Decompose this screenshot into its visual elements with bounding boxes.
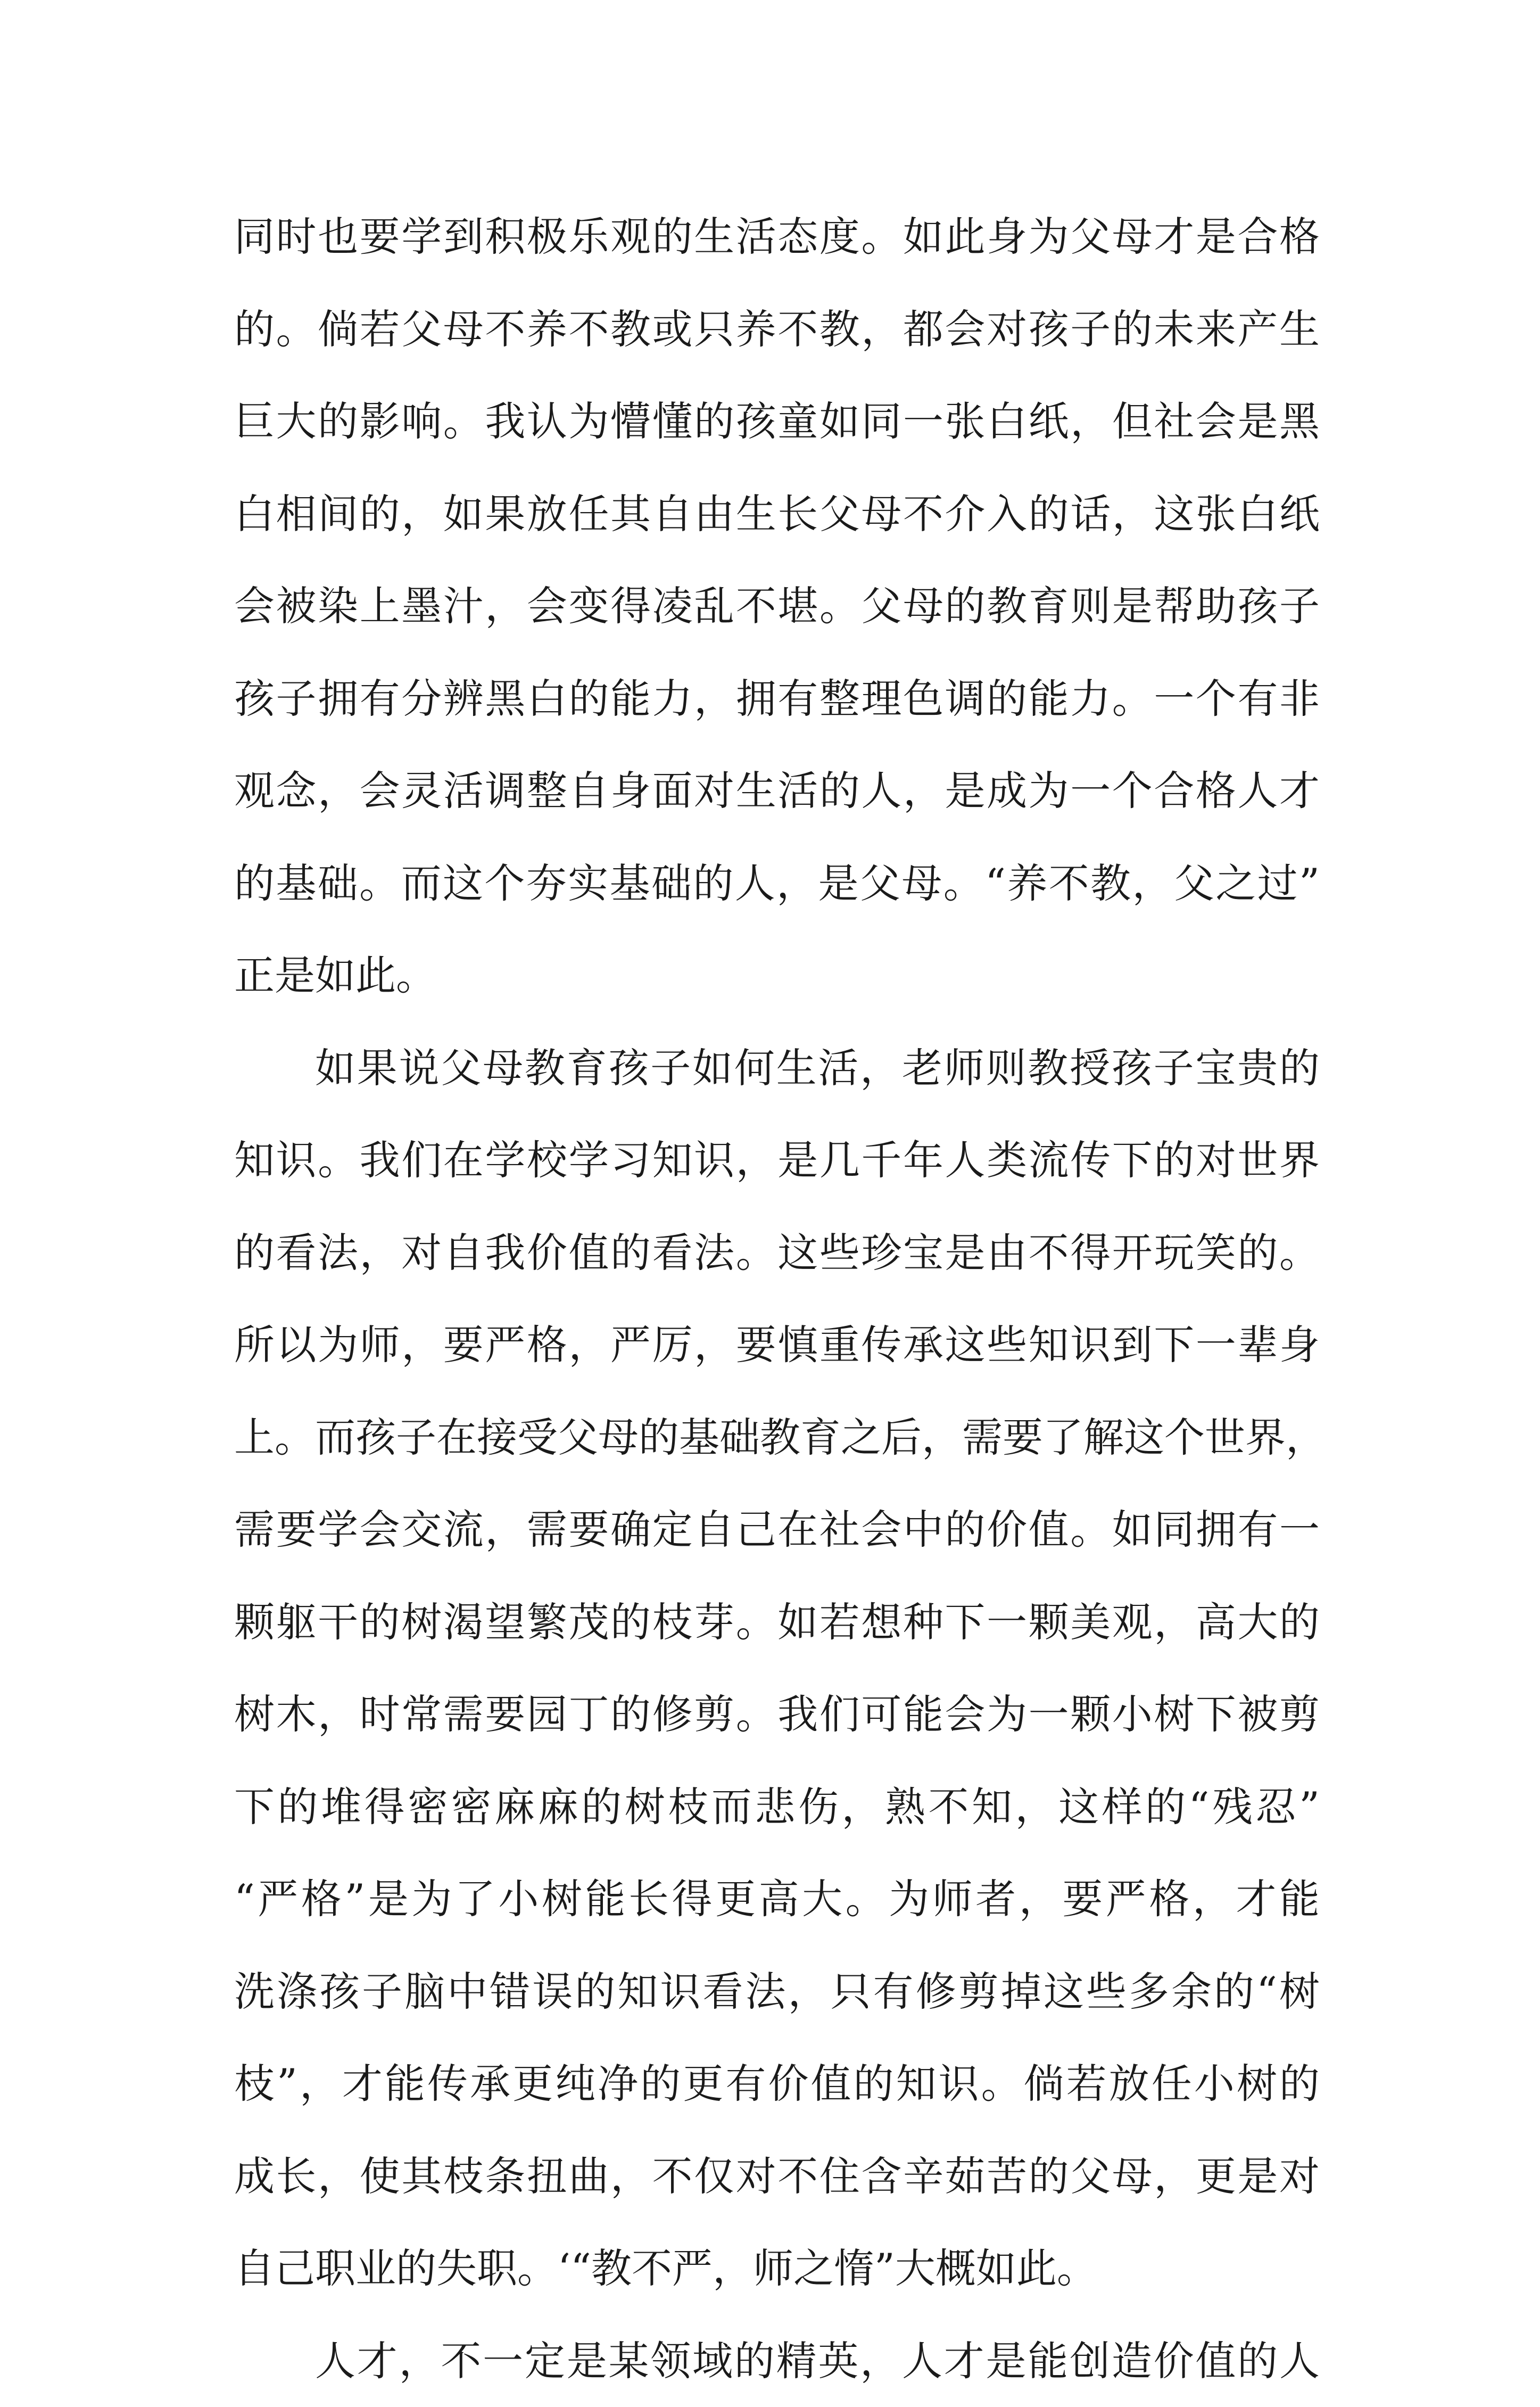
text-line: 人才，不一定是某领域的精英，人才是能创造价值的人: [234, 2315, 1320, 2407]
text-line: 自己职业的失职。‘“教不严，师之惰”大概如此。: [234, 2222, 1320, 2315]
paragraph: [234, 1022, 1320, 2315]
text-line: 的基础。而这个夯实基础的人，是父母。“养不教，父之过”: [234, 837, 1320, 930]
text-line: 下的堆得密密麻麻的树枝而悲伤，熟不知，这样的“残忍”: [234, 1761, 1320, 1853]
text-line: 正是如此。: [234, 929, 1320, 1022]
text-line: 上。而孩子在接受父母的基础教育之后，需要了解这个世界，: [234, 1391, 1320, 1484]
text-line: 白相间的，如果放任其自由生长父母不介入的话，这张白纸: [234, 468, 1320, 560]
text-line: 成长，使其枝条扭曲，不仅对不住含辛茹苦的父母，更是对: [234, 2130, 1320, 2223]
text-line: 巨大的影响。我认为懵懂的孩童如同一张白纸，但社会是黑: [234, 375, 1320, 468]
body-text: [234, 191, 1320, 2407]
text-line: 同时也要学到积极乐观的生活态度。如此身为父母才是合格: [234, 191, 1320, 283]
text-line: 所以为师，要严格，严厉，要慎重传承这些知识到下一辈身: [234, 1299, 1320, 1391]
text-line: 会被染上墨汁，会变得凌乱不堪。父母的教育则是帮助孩子: [234, 560, 1320, 653]
text-line: 洗涤孩子脑中错误的知识看法，只有修剪掉这些多余的“树: [234, 1946, 1320, 2038]
paragraph: [234, 2315, 1320, 2407]
text-line: “严格”是为了小树能长得更高大。为师者，要严格，才能: [234, 1853, 1320, 1946]
text-line: 如果说父母教育孩子如何生活，老师则教授孩子宝贵的: [234, 1022, 1320, 1115]
text-line: 颗躯干的树渴望繁茂的枝芽。如若想种下一颗美观，高大的: [234, 1576, 1320, 1669]
text-line: 的看法，对自我价值的看法。这些珍宝是由不得开玩笑的。: [234, 1207, 1320, 1299]
text-line: 树木，时常需要园丁的修剪。我们可能会为一颗小树下被剪: [234, 1668, 1320, 1761]
text-line: 知识。我们在学校学习知识，是几千年人类流传下的对世界: [234, 1114, 1320, 1207]
text-line: 需要学会交流，需要确定自己在社会中的价值。如同拥有一: [234, 1483, 1320, 1576]
text-line: 孩子拥有分辨黑白的能力，拥有整理色调的能力。一个有非: [234, 653, 1320, 745]
text-line: 的。倘若父母不养不教或只养不教，都会对孩子的未来产生: [234, 283, 1320, 376]
text-line: 枝”，才能传承更纯净的更有价值的知识。倘若放任小树的: [234, 2038, 1320, 2130]
text-line: 观念，会灵活调整自身面对生活的人，是成为一个合格人才: [234, 745, 1320, 837]
paragraph: [234, 191, 1320, 1022]
